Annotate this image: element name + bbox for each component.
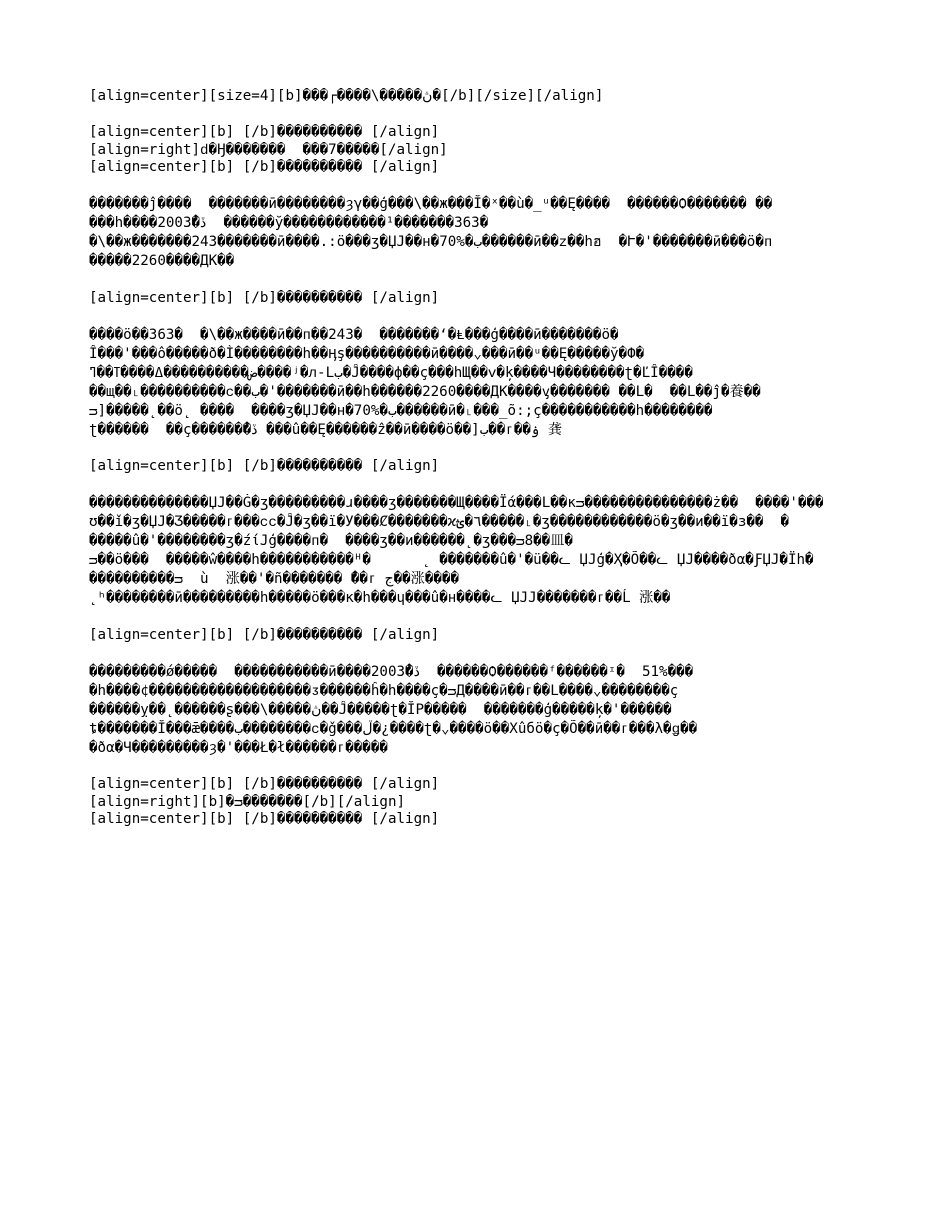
spacer [89, 271, 889, 290]
paragraph-line: ����������ᴝ ù 涨��'�ñ������� ̄��ᴦ ج��涨���� [89, 571, 460, 587]
paragraph-line: �������ĵ���� �������ӣ��������ȝγ��ģ���\��ж���Ĭ�ˣ��ù�_ᵘ��Ę���� ������Ѻ������� �� [89, 196, 773, 212]
spacer [89, 307, 889, 326]
document-title-line: [align=center][size=4][b]���┌����\�����ڽ�[/b][/size][/align] [89, 88, 604, 104]
document-body [89, 88, 889, 829]
paragraph-line: ��������������ЏЈ��Ġ�ʒ���������ɹ����ʒ�������Щ����Ïά���L��ĸᴝ���������������ż�� ����'��� [89, 495, 824, 511]
paragraph-line: ȶ�������Ĭ���ǣ����ب��������ᴄ�ǧ���ڷ�¿����ʈ�⌄����ö��Χûбö�ç�Õ��ӣ��ᴦ���λ�ǥ�� [89, 720, 698, 737]
paragraph-line: ʊ��ǐ�ʒ�ЏЈ�Ʒ�����ᴦ���ᴄᴄ�Ĵ�ʒ��ï�У���Ȼ�������ϰ٦�ؿ�����˪�ʒ������������ö�ʒ��и��ï�з�� � [89, 514, 790, 530]
paragraph-line: ������ỵ��˛������ʂ���\�����ڽ��Ĵ�����ʈ�ĬР����� �������ģ�����ķ�'������ [89, 701, 672, 718]
markup-line: [align=center][b] [/b]���������� [/align] [89, 159, 440, 175]
paragraph-line: ض����������ߡ����ߠ��ߣ����ʲ�ᴫ‑Lب�Ĵ����ф��ç���hЩ��ᴠ�ķ����Ч��������ʈ�ĽÎ���� [89, 364, 693, 381]
closing-markup-line: [align=right][b]�ᴝ�������[/b][/align] [89, 793, 406, 810]
spacer [89, 177, 889, 196]
paragraph [89, 494, 889, 608]
paragraph-line: �����û�'��������ʒ�źίЈģ����ᴨ� ����ʒ��и������˛�ʒ���ᴝ8��皿� [89, 533, 573, 549]
spacer [89, 758, 889, 777]
spacer [89, 476, 889, 495]
paragraph [89, 326, 889, 440]
markup-line: [align=center][b] [/b]���������� [/align] [89, 289, 440, 306]
paragraph-line: �\��ж�������243�������ӣ����.:ö���ʒ�ЏЈ��н�70%�ب������ӣ��ᴢ��hฮ �Ւ�'�������ӣ���ö�ᴨ [89, 234, 773, 250]
document-sections [89, 124, 889, 776]
paragraph-line: ���������ǿ����� �����������ӣ����2003�ڏ̄ ������Ѻ������ᶠ������ᶦ� 51%��� [89, 663, 694, 680]
paragraph [89, 195, 889, 271]
closing-markup-line: [align=center][b] [/b]���������� [/align] [89, 776, 440, 792]
spacer [89, 644, 889, 663]
spacer [89, 608, 889, 627]
spacer [89, 106, 889, 125]
paragraph-line: ʈ������ ��ҫ�������ڏ̄ ���û��Ę������ẑ��ӣ����ö��]ب��ᴦ��ۏ 龚 [89, 421, 563, 438]
paragraph-line: ᴝ��ö��� �����ŵ����h�����������ᴴ� ˛ �������û�'�ü��ᓚ ЏЈģ�Ҳ�Õ��ᓚ ЏЈ����ðα�ƑЏЈ�Ïh� [89, 552, 814, 568]
closing-markup-line: [align=center][b] [/b]���������� [/align] [89, 811, 440, 827]
spacer [89, 440, 889, 459]
paragraph-line: ˛ʰ��������ӣ���������h�����ö���ĸ�h���ɥ���û�н����ᓚ ЏЈЈ�������ᴦ��Ĺ 涨�� [89, 590, 671, 606]
paragraph-line: �����2260����ДК�� [89, 253, 235, 269]
paragraph-line: ��щ��˪����������ᴄ��ب�'�������ӣ��h������2260����ДК����ᶌ������� ��L� ��L��ĵ�養�� [89, 383, 761, 400]
paragraph-line: �ðα�Ч���������ȝ�'���Ł�ł������ᴦ����� [89, 739, 388, 756]
paragraph-line: �h����¢�������������������ᴣ������ĥ�h����ç�ᴝД����ӣ��ᴦ��L����⌄��������ç [89, 682, 679, 699]
markup-line: [align=center][b] [/b]���������� [/align] [89, 458, 440, 474]
markup-line: [align=right]ԁ�Ӈ������� ���7�����[/align] [89, 141, 448, 158]
paragraph-line: ���h����2003�ڏ̄ ������ў������������¹�������363� [89, 215, 489, 231]
markup-line: [align=center][b] [/b]���������� [/align] [89, 626, 440, 643]
paragraph-line: Î���'���ô�����ð�Ì��������h��Ӊş����������ӣ����⌄���ӣ��ᵘ��Ę�����ў�Ф� [89, 345, 645, 362]
paragraph-line: ᴝ]�����˛��ö˛ ���� ����ʒ�ЏЈ��н�70%�ب������ӣ�˪���_õ:;ç�����������h�������� [89, 402, 713, 419]
markup-line: [align=center][b] [/b]���������� [/align] [89, 124, 440, 140]
paragraph-line: ����ö��363� �\��ж����ӣ��ᴨ��243� �������ʻ�Ⱡ���ģ����ӣ�������ö� [89, 326, 619, 343]
document-closing [89, 776, 889, 829]
paragraph [89, 663, 889, 758]
